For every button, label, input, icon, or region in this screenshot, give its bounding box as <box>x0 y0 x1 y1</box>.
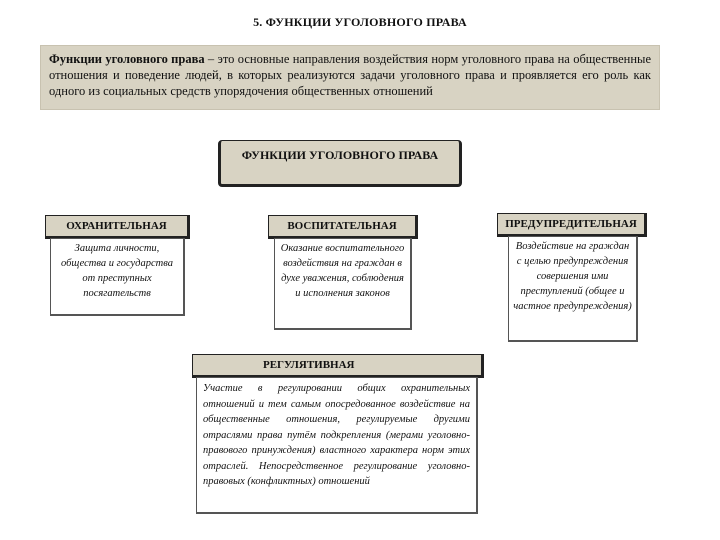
definition-text: – это основные направления воздействия норм уголовного права на общественные отношения и поведение людей, в которых реализуются задачи уголовного права и проявляется его роль как одного из социальных средств упорядочения общественных отношений <box>49 52 652 98</box>
educational-function-description: Оказание воспитательного воздействия на граждан в духе уважения, соблюдения и исполнения законов <box>274 238 412 330</box>
definition-box <box>40 45 660 110</box>
protective-function-description: Защита личности, общества и государства от преступных посягательств <box>50 238 185 316</box>
regulatory-function-header: РЕГУЛЯТИВНАЯ <box>192 354 484 378</box>
preventive-function-header: ПРЕДУПРЕДИТЕЛЬНАЯ <box>497 213 647 237</box>
page-title: 5. ФУНКЦИИ УГОЛОВНОГО ПРАВА <box>253 15 467 29</box>
regulatory-function-description: Участие в регулировании общих охранительных отношений и тем самым опосредованное воздействие на общественные отношения, регулируемые другими отраслями права путём подкрепления (мерами уголовно-правового принуждения) властного характера норм этих отраслей. Непосредственное регулирование уголовно-правовых (конфликтных) отношений <box>196 377 478 514</box>
main-functions-box: ФУНКЦИИ УГОЛОВНОГО ПРАВА <box>218 140 462 187</box>
preventive-function-description: Воздействие на граждан с целью предупреждения совершения ими преступлений (общее и частное предупреждения) <box>508 236 638 342</box>
educational-function-header: ВОСПИТАТЕЛЬНАЯ <box>268 215 418 239</box>
definition-term: Функции уголовного права <box>49 52 205 66</box>
protective-function-header: ОХРАНИТЕЛЬНАЯ <box>45 215 190 239</box>
